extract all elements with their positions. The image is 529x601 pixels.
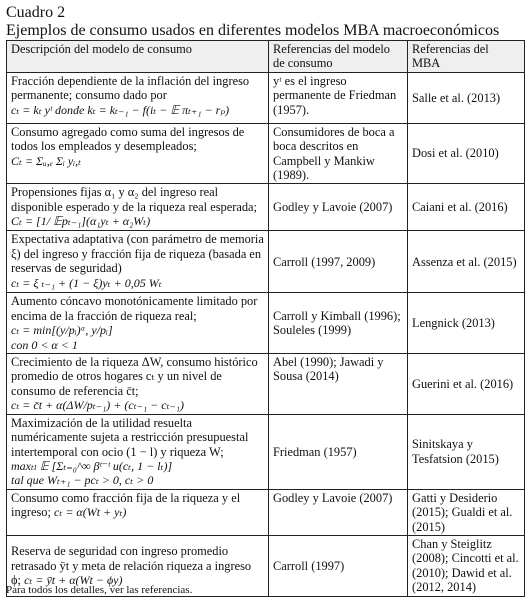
table-footnote: Para todos los detalles, ver las referencias. xyxy=(6,584,193,596)
table-row xyxy=(7,489,525,535)
header-model-references: Referencias del modelo de consumo xyxy=(269,41,408,73)
formula: cₜ = ξ ₜ₋₁ + (1 − ξ)yₜ + 0,05 Wₜ xyxy=(11,275,162,290)
table-row xyxy=(7,414,525,489)
description-text: Expectativa adaptativa (con parámetro de memoria ξ) del ingreso y fracción fija de riqueza (basada en reservas de seguridad) xyxy=(11,232,264,276)
formula: cₜ = min[(y/pᵢ)ᵅ, y/pᵢ] xyxy=(11,323,113,338)
model-reference-cell: Godley y Lavoie (2007) xyxy=(269,489,408,535)
formula: cₜ = ȳt + α(Wt − ϕy) xyxy=(24,573,123,588)
mba-reference-cell: Caiani et al. (2016) xyxy=(408,184,525,231)
description-cell xyxy=(7,414,269,489)
formula: cₜ = α(Wt + yₜ) xyxy=(54,505,127,520)
description-text: Reserva de seguridad con ingreso promedio retrasado ȳt y meta de relación riqueza a ingreso ϕ; xyxy=(11,544,252,588)
consumption-models-table xyxy=(6,40,525,597)
table-row xyxy=(7,184,525,231)
mba-reference-cell: Chan y Steiglitz (2008); Cincotti et al. (2010); Dawid et al. (2012, 2014) xyxy=(408,535,525,596)
description-cell xyxy=(7,123,269,184)
formula: cₜ = c̄t + α(ΔW/pₜ₋₁) + (cₜ₋₁ − cₜ₋₁) xyxy=(11,398,185,413)
formula: Cₜ = [1/ 𝔼pₜ₋₁](α₁yₜ + α₂Wₜ) xyxy=(11,214,151,229)
table-row xyxy=(7,231,525,293)
description-text: Consumo agregado como suma del ingresos de todos los empleados y desempleados; xyxy=(11,124,245,154)
description-cell xyxy=(7,354,269,415)
table-caption xyxy=(6,4,526,40)
table-row xyxy=(7,72,525,123)
model-reference-cell: Consumidores de boca a boca descritos en Campbell y Mankiw (1989). xyxy=(269,123,408,184)
mba-reference-cell: Sinitskaya y Tesfatsion (2015) xyxy=(408,414,525,489)
model-reference-cell: Abel (1990); Jawadi y Sousa (2014) xyxy=(269,354,408,415)
header-row xyxy=(7,41,525,73)
table-row xyxy=(7,123,525,184)
formula-condition: tal que Wₜ₊₁ − pcₜ > 0, cₜ > 0 xyxy=(11,473,154,488)
model-reference-cell: Friedman (1957) xyxy=(269,414,408,489)
mba-reference-cell: Lengnick (2013) xyxy=(408,293,525,354)
description-cell xyxy=(7,489,269,535)
model-reference-cell: Godley y Lavoie (2007) xyxy=(269,184,408,231)
formula-condition: con 0 < α < 1 xyxy=(11,337,78,352)
model-reference-cell: Carroll y Kimball (1996); Souleles (1999) xyxy=(269,293,408,354)
description-text: Fracción dependiente de la inflación del ingreso permanente; consumo dado por xyxy=(11,73,250,103)
description-cell xyxy=(7,184,269,231)
model-reference-cell: yᵗ es el ingreso permanente de Friedman (1957). xyxy=(269,72,408,123)
model-reference-cell: Carroll (1997, 2009) xyxy=(269,231,408,293)
table-title: Ejemplos de consumo usados en diferentes modelos MBA macroeconómicos xyxy=(6,22,500,39)
description-cell xyxy=(7,72,269,123)
description-text: Maximización de la utilidad resuelta numéricamente sujeta a restricción presupuestal intertemporal con ocio (1 − l) y riqueza W; xyxy=(11,415,249,459)
mba-reference-cell: Assenza et al. (2015) xyxy=(408,231,525,293)
description-text: Propensiones fijas α₁ y α₂ del ingreso real disponible esperado y de la riqueza real esperada; xyxy=(11,185,257,214)
description-text: Crecimiento de la riqueza ΔW, consumo histórico promedio de otros hogares cₜ y un nivel de consumo de referencia c̄t; xyxy=(11,355,258,398)
description-cell xyxy=(7,293,269,354)
model-reference-cell: Carroll (1997) xyxy=(269,535,408,596)
description-text: Consumo como fracción fija de la riqueza y el ingreso; xyxy=(11,490,241,520)
header-description: Descripción del modelo de consumo xyxy=(7,41,269,73)
table-row xyxy=(7,293,525,354)
formula: maxₜₗ 𝔼 [Σₜ₌₀^∞ βᵗ⁻ᵗ u(cₜ, 1 − lₜ)] xyxy=(11,458,173,473)
mba-reference-cell: Dosi et al. (2010) xyxy=(408,123,525,184)
header-mba-references: Referencias del MBA xyxy=(408,41,525,73)
table-number: Cuadro 2 xyxy=(6,4,66,21)
mba-reference-cell: Guerini et al. (2016) xyxy=(408,354,525,415)
formula: Cₜ = Σᵤ,ₑ Σᵢ yᵢ,ₜ xyxy=(11,153,82,168)
table-row xyxy=(7,354,525,415)
mba-reference-cell: Gatti y Desiderio (2015); Gualdi et al. (2015) xyxy=(408,489,525,535)
description-text: Aumento cóncavo monotónicamente limitado por encima de la fracción de riqueza real; xyxy=(11,294,258,323)
description-cell xyxy=(7,231,269,293)
mba-reference-cell: Salle et al. (2013) xyxy=(408,72,525,123)
formula: cₜ = kₜ yᵗ donde kₜ = kₜ₋₁ − f(iₜ − 𝔼 πₜ₊₁ − rₚ) xyxy=(11,102,230,117)
